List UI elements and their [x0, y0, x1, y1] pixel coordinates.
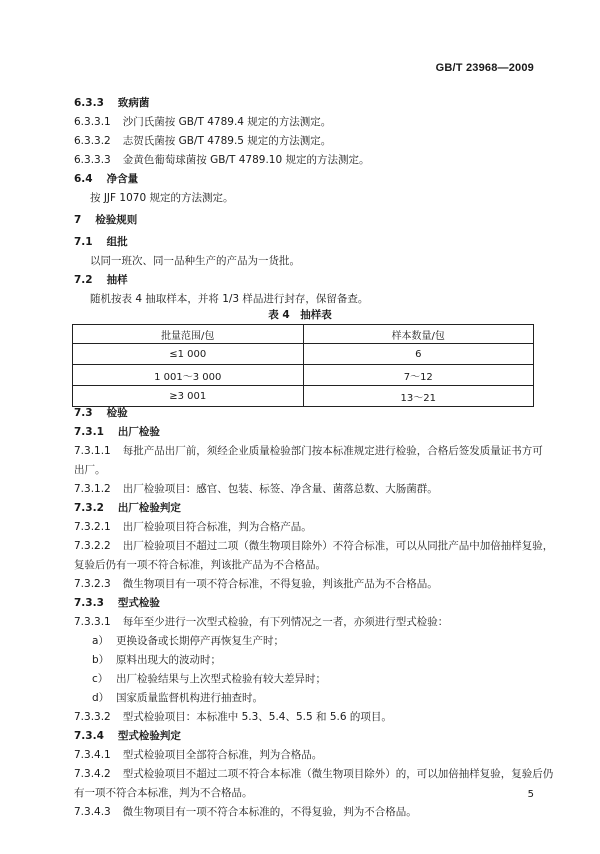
section-heading: [74, 212, 137, 227]
clause-text: 出厂检验项目：感官、包装、标签、净含量、菌落总数、大肠菌群。: [122, 483, 438, 495]
section-heading: [74, 595, 160, 610]
paragraph-line: [74, 785, 253, 800]
table-row: [73, 365, 534, 386]
paragraph-line: [92, 652, 221, 667]
sampling-table: [72, 324, 534, 407]
clause-number: 7.3.2.2: [74, 540, 111, 552]
clause-number: 7.3.4.2: [74, 768, 111, 780]
clause-number: 7.3.1.1: [74, 445, 111, 457]
clause-number: 7.3.4.3: [74, 806, 111, 818]
clause-text: 志贺氏菌按 GB/T 4789.5 规定的方法测定。: [122, 135, 332, 147]
clause-number: 7.3.2: [74, 502, 104, 514]
clause-text: 型式检验项目全部符合标准，判为合格品。: [122, 749, 323, 761]
clause-text: 更换设备或长期停产再恢复生产时；: [116, 635, 284, 647]
clause-text: 有一项不符合本标准，判为不合格品。: [74, 787, 253, 799]
clause-text: 随机按表 4 抽取样本，并将 1/3 样品进行封存，保留备查。: [90, 293, 369, 305]
column-header-sample-quantity: 样本数量/包: [303, 325, 534, 344]
paragraph-line: [74, 747, 322, 762]
clause-number: 6.3.3.2: [74, 135, 111, 147]
paragraph-line: [90, 253, 300, 268]
clause-text: 型式检验: [117, 597, 160, 609]
table-cell: 7～12: [303, 365, 534, 386]
clause-number: 7.3.4: [74, 730, 104, 742]
paragraph-line: [74, 152, 369, 167]
clause-text: 复验后仍有一项不符合标准，判该批产品为不合格品。: [74, 559, 326, 571]
paragraph-line: [74, 114, 331, 129]
section-heading: [74, 234, 128, 249]
clause-text: 组批: [106, 236, 128, 248]
table-cell: 6: [303, 344, 534, 365]
clause-text: 型式检验项目：本标准中 5.3、5.4、5.5 和 5.6 的项目。: [122, 711, 392, 723]
paragraph-line: [74, 443, 543, 458]
clause-text: 微生物项目有一项不符合本标准的，不得复验，判为不合格品。: [122, 806, 417, 818]
section-heading: [74, 728, 181, 743]
paragraph-line: [74, 519, 312, 534]
clause-text: 抽样: [106, 274, 128, 286]
paragraph-line: [92, 671, 326, 686]
table-caption: 表 4 抽样表: [268, 309, 332, 321]
table-cell: 1 001～3 000: [73, 365, 304, 386]
paragraph-line: [92, 690, 263, 705]
paragraph-line: [74, 133, 331, 148]
clause-number: a）: [92, 635, 109, 647]
page-number: 5: [527, 789, 534, 800]
clause-text: 检验规则: [95, 214, 138, 226]
paragraph-line: [90, 190, 233, 205]
table-cell: 13～21: [303, 386, 534, 407]
paragraph-line: [74, 481, 438, 496]
clause-number: 7.3.2.3: [74, 578, 111, 590]
clause-text: 检验: [106, 407, 128, 419]
clause-text: 致病菌: [117, 97, 150, 109]
paragraph-line: [74, 557, 326, 572]
clause-number: 7.3.3: [74, 597, 104, 609]
table-cell: ≤1 000: [73, 344, 304, 365]
paragraph-line: [74, 804, 417, 819]
clause-text: 出厂检验项目符合标准，判为合格产品。: [122, 521, 312, 533]
clause-text: 微生物项目有一项不符合标准，不得复验，判该批产品为不合格品。: [122, 578, 438, 590]
clause-text: 型式检验判定: [117, 730, 181, 742]
clause-number: 7.3: [74, 407, 93, 419]
section-heading: [74, 171, 138, 186]
clause-number: 7.3.3.1: [74, 616, 111, 628]
clause-text: 原料出现大的波动时；: [116, 654, 221, 666]
clause-text: 出厂检验项目不超过二项（微生物项目除外）不符合标准，可以从同批产品中加倍抽样复验，: [122, 540, 554, 552]
table-row: [73, 386, 534, 407]
clause-number: 7.3.2.1: [74, 521, 111, 533]
clause-text: 出厂。: [74, 464, 106, 476]
paragraph-line: [74, 614, 448, 629]
clause-number: d）: [92, 692, 110, 704]
clause-number: 7.3.1.2: [74, 483, 111, 495]
clause-number: c）: [92, 673, 109, 685]
table-cell: ≥3 001: [73, 386, 304, 407]
column-header-batch-range: 批量范围/包: [73, 325, 304, 344]
section-heading: [74, 272, 128, 287]
clause-number: b）: [92, 654, 110, 666]
clause-text: 国家质量监督机构进行抽查时。: [116, 692, 263, 704]
paragraph-line: [74, 576, 438, 591]
section-heading: [74, 500, 181, 515]
paragraph-line: [90, 291, 368, 306]
clause-text: 出厂检验: [117, 426, 160, 438]
clause-number: 7.1: [74, 236, 93, 248]
clause-number: 6.3.3.1: [74, 116, 111, 128]
paragraph-line: [74, 538, 553, 553]
clause-number: 7.3.4.1: [74, 749, 111, 761]
section-heading: [74, 95, 149, 110]
clause-number: 7.3.3.2: [74, 711, 111, 723]
clause-text: 每年至少进行一次型式检验，有下列情况之一者，亦须进行型式检验：: [122, 616, 449, 628]
clause-text: 沙门氏菌按 GB/T 4789.4 规定的方法测定。: [122, 116, 332, 128]
paragraph-line: [74, 709, 392, 724]
clause-number: 6.3.3: [74, 97, 104, 109]
section-heading: [74, 424, 160, 439]
table-header-row: [73, 325, 534, 344]
clause-number: 6.3.3.3: [74, 154, 111, 166]
clause-text: 出厂检验结果与上次型式检验有较大差异时；: [116, 673, 326, 685]
clause-text: 型式检验项目不超过二项不符合本标准（微生物项目除外）的，可以加倍抽样复验，复验后仍: [122, 768, 554, 780]
standard-number-header: GB/T 23968—2009: [435, 62, 534, 74]
clause-text: 金黄色葡萄球菌按 GB/T 4789.10 规定的方法测定。: [122, 154, 370, 166]
table-row: [73, 344, 534, 365]
clause-text: 净含量: [106, 173, 139, 185]
clause-number: 7.3.1: [74, 426, 104, 438]
clause-number: 6.4: [74, 173, 93, 185]
clause-number: 7.2: [74, 274, 93, 286]
clause-number: 7: [74, 214, 82, 226]
clause-text: 以同一班次、同一品种生产的产品为一货批。: [90, 255, 300, 267]
clause-text: 每批产品出厂前，须经企业质量检验部门按本标准规定进行检验，合格后签发质量证书方可: [122, 445, 543, 457]
paragraph-line: [74, 766, 553, 781]
paragraph-line: [74, 462, 106, 477]
clause-text: 出厂检验判定: [117, 502, 181, 514]
paragraph-line: [92, 633, 284, 648]
section-heading: [74, 405, 128, 420]
clause-text: 按 JJF 1070 规定的方法测定。: [90, 192, 234, 204]
